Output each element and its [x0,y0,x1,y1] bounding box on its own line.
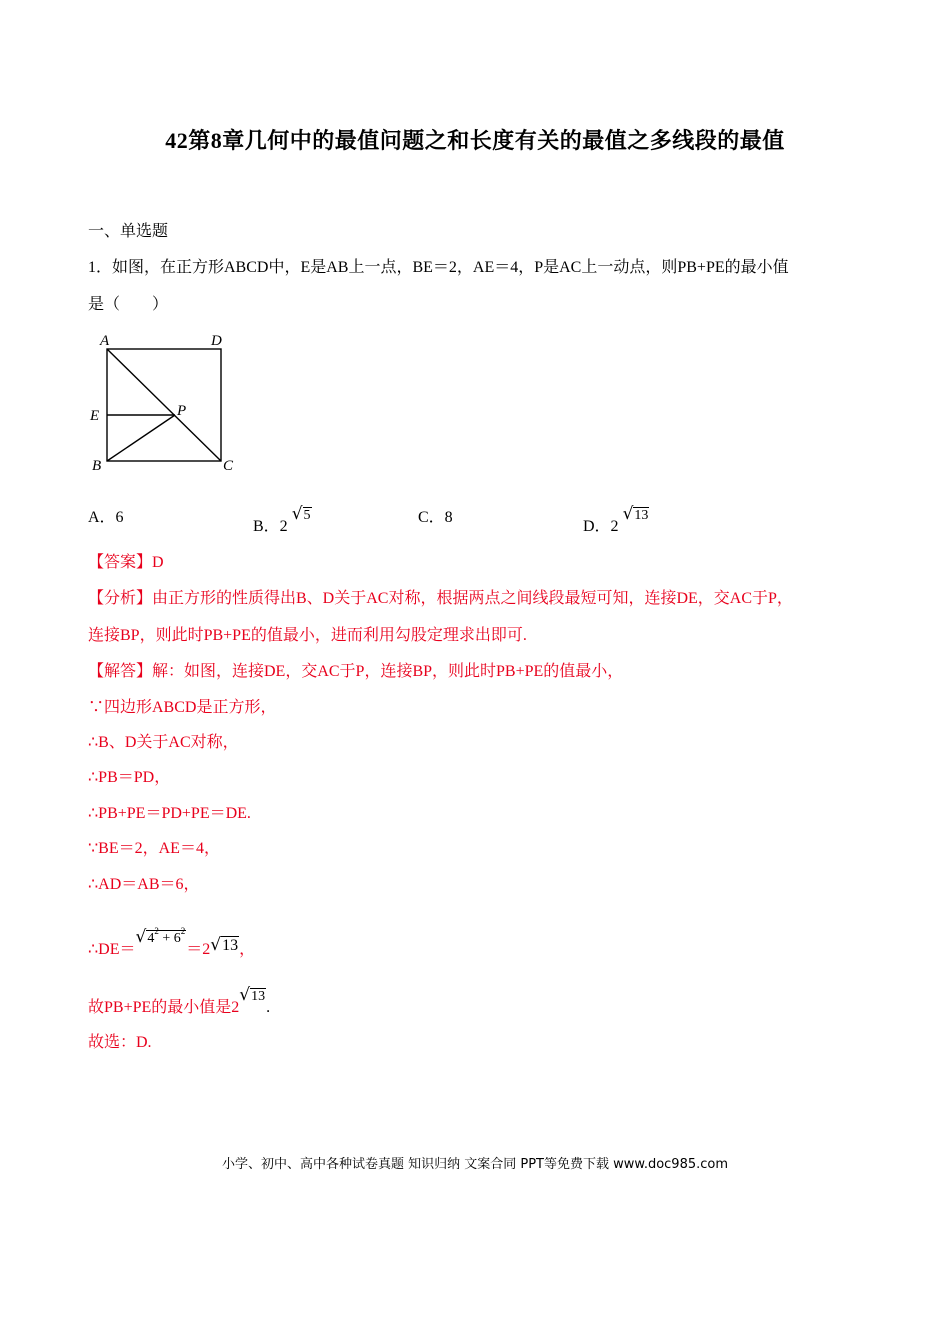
step8-prefix: 故PB+PE的最小值是2 [88,999,240,1016]
step7-exp2: 2 [180,926,186,936]
step8-sqrt: √13 [239,985,266,1005]
step7-plus: + [158,931,174,946]
option-b-label: B．2 [253,518,288,535]
solution-step-1: ∵四边形ABCD是正方形， [88,699,277,716]
label-c: C [223,458,234,474]
label-b: B [92,458,102,474]
question-text-line2: 是（ ） [88,296,169,313]
label-a: A [100,333,110,349]
solution-step-9: 故选：D. [88,1034,152,1051]
step8-radicand: 13 [251,989,266,1004]
option-c-label: C．8 [418,509,453,526]
option-b-sqrt: √5 [291,504,311,524]
segment-bp [107,415,175,461]
step7-mid: ＝2 [186,941,211,958]
option-a [88,504,124,527]
square-figure [86,330,246,483]
step8-suffix: . [266,999,271,1016]
step7-exp1: 2 [154,926,159,936]
option-d-radicand: 13 [634,508,649,523]
step7-prefix: ∴DE＝ [88,941,136,958]
solution-step-8 [88,984,270,1019]
step7-suffix: ， [239,941,256,958]
step7-base1: 4 [147,931,155,946]
analysis-line2: 连接BP，则此时PB+PE的值最小，进而利用勾股定理求出即可. [88,627,527,644]
option-b [253,504,312,536]
geometry-diagram [86,330,246,478]
label-d: D [211,333,222,349]
solution-step-4: ∴PB+PE＝PD+PE＝DE. [88,805,251,822]
question-text-line1: 1．如图，在正方形ABCD中，E是AB上一点，BE＝2，AE＝4，P是AC上一动点，则PB+PE的最小值 [88,259,789,276]
solution-step-3: ∴PB＝PD， [88,769,171,786]
step7-sqrt-expression: $√4^2 + 6^2$ [135,926,186,947]
answer-line: 【答案】D [88,554,164,571]
option-c [418,504,453,527]
diagonal-ac [107,349,221,461]
option-d-label: D．2 [583,518,619,535]
solution-intro: 【解答】解：如图，连接DE，交AC于P，连接BP，则此时PB+PE的值最小， [88,663,624,680]
analysis-line1: 【分析】由正方形的性质得出B、D关于AC对称，根据两点之间线段最短可知，连接DE，交AC于P， [88,590,793,607]
solution-step-5: ∵BE＝2，AE＝4， [88,840,220,857]
label-p: P [177,403,187,419]
section-heading: 一、单选题 [88,223,169,240]
option-d-sqrt: √13 [622,504,649,524]
page-title: 42第8章几何中的最值问题之和长度有关的最值之多线段的最值 [165,128,785,153]
page-footer: 小学、初中、高中各种试卷真题 知识归纳 文案合同 PPT等免费下载 www.doc985.com [221,1157,729,1172]
option-b-radicand: 5 [303,508,311,523]
solution-step-6: ∴AD＝AB＝6， [88,876,200,893]
option-a-label: A．6 [88,509,124,526]
solution-step-2: ∴B、D关于AC对称， [88,734,239,751]
option-d [583,504,649,536]
label-e: E [90,408,100,424]
solution-step-7 [88,920,255,961]
step7-base2: 6 [173,931,181,946]
step7-result-sqrt: √13 [210,935,239,955]
step7-radicand: 13 [222,937,239,954]
